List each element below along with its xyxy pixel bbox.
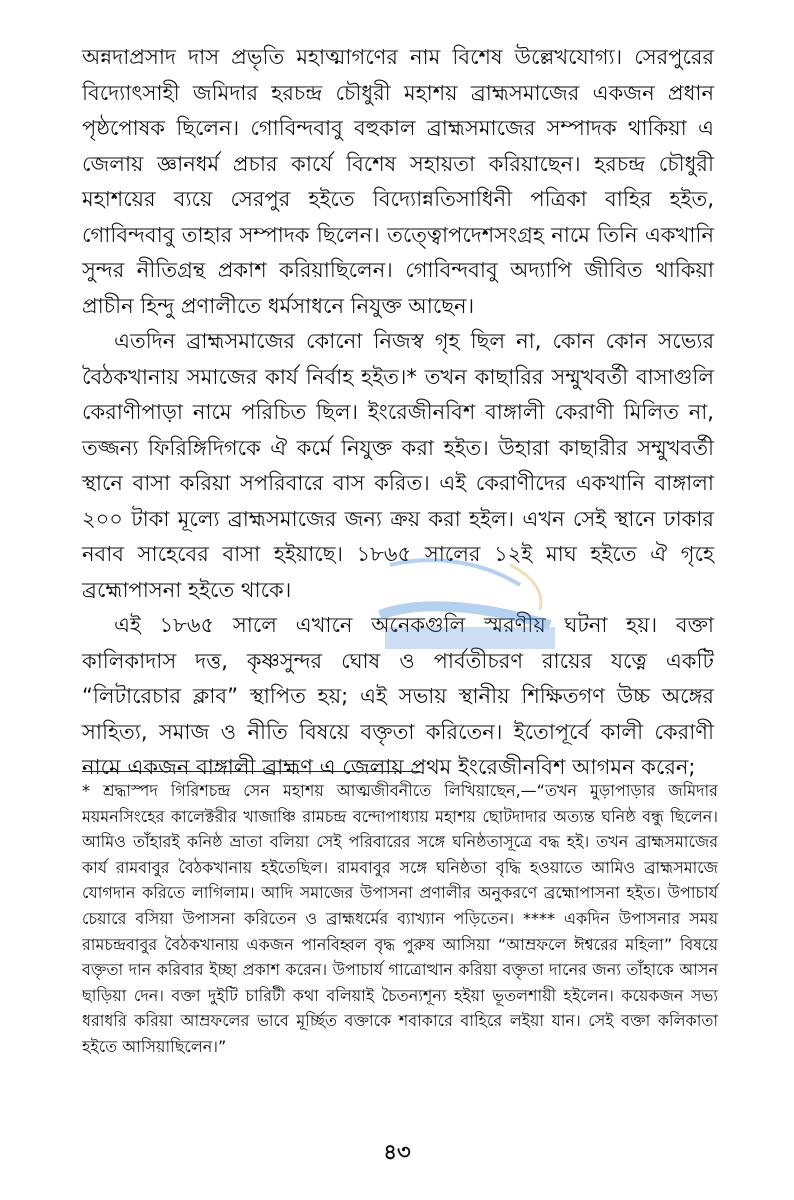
paragraph-1: অন্নদাপ্রসাদ দাস প্রভৃতি মহাত্মাগণের নাম বিশেষ উল্লেখযোগ্য। সেরপুরের বিদ্যোৎসাহী জমিদার হরচন্দ্র চৌধুরী মহাশয় ব্রাহ্মসমাজের একজন প্রধান পৃষ্ঠপোষক ছিলেন। গোবিন্দবাবু বহুকাল ব্রাহ্মসমাজের সম্পাদক থাকিয়া এ জেলায় জ্ঞানধর্ম প্রচার কার্যে বিশেষ সহায়তা করিয়াছেন। হরচন্দ্র চৌধুরী মহাশয়ের ব্যয়ে সেরপুর হইতে বিদ্যোন্নতিসাধিনী পত্রিকা বাহির হইত, গোবিন্দবাবু তাহার সম্পাদক ছিলেন। তত্ত্বোপদেশসংগ্রহ নামে তিনি একখানি সুন্দর নীতিগ্রন্থ প্রকাশ করিয়াছিলেন। গোবিন্দবাবু অদ্যাপি জীবিত থাকিয়া প্রাচীন হিন্দু প্রণালীতে ধর্মসাধনে নিযুক্ত আছেন। <box>82 45 714 318</box>
footnote-text: * শ্রদ্ধাস্পদ গিরিশচন্দ্র সেন মহাশয় আত্মজীবনীতে লিখিয়াছেন,—“তখন মুড়াপাড়ার জমিদার ময়মনসিংহের কালেক্টরীর খাজাঞ্চি রামচন্দ্র বন্দোপাধ্যায় মহাশয় ছোটদাদার অত্যন্ত ঘনিষ্ঠ বন্ধু ছিলেন। আমিও তাঁহারই কনিষ্ঠ ভ্রাতা বলিয়া সেই পরিবারের সঙ্গে ঘনিষ্ঠতাসূত্রে বদ্ধ হই। তখন ব্রাহ্মসমাজের কার্য রামবাবুর বৈঠকখানায় হইতেছিল। রামবাবুর সঙ্গে ঘনিষ্ঠতা বৃদ্ধি হওয়াতে আমিও ব্রাহ্মসমাজে যোগদান করিতে লাগিলাম। আদি সমাজের উপাসনা প্রণালীর অনুকরণে ব্রহ্মোপাসনা হইত। উপাচার্য চেয়ারে বসিয়া উপাসনা করিতেন ও ব্রাহ্মধর্মের ব্যাখ্যান পড়িতেন। **** একদিন উপাসনার সময় রামচন্দ্রবাবুর বৈঠকখানায় একজন পানবিহ্বল বৃদ্ধ পুরুষ আসিয়া “আম্রফলে ঈশ্বরের মহিলা” বিষয়ে বক্তৃতা দান করিবার ইচ্ছা প্রকাশ করেন। উপাচার্য গাত্রোত্থান করিয়া বক্তৃতা দানের জন্য তাঁহাকে আসন ছাড়িয়া দেন। বক্তা দুইটি চারিটী কথা বলিয়াই চৈতন্যশূন্য হইয়া ভূতলশায়ী হইলেন। কয়েকজন সভ্য ধরাধরি করিয়া আম্রফলের ভাবে মূর্চ্ছিত বক্তাকে শবাকারে বাহিরে লইয়া যান। সেই বক্তা কলিকাতা হইতে আসিয়াছিলেন।” <box>82 781 718 1056</box>
main-text <box>82 40 714 786</box>
page-number: ৪৩ <box>383 1140 411 1164</box>
paragraph-2: এতদিন ব্রাহ্মসমাজের কোনো নিজস্ব গৃহ ছিল না, কোন কোন সভ্যের বৈঠকখানায় সমাজের কার্য নির্বাহ হইত।* তখন কাছারির সম্মুখবর্তী বাসাগুলি কেরাণীপাড়া নামে পরিচিত ছিল। ইংরেজীনবিশ বাঙ্গালী কেরাণী মিলিত না, তজ্জন্য ফিরিঙ্গিদিগকে ঐ কর্মে নিযুক্ত করা হইত। উহারা কাছারীর সম্মুখবর্তী স্থানে বাসা করিয়া সপরিবারে বাস করিত। এই কেরাণীদের একখানি বাঙ্গালা ২০০ টাকা মূল্যে ব্রাহ্মসমাজের জন্য ক্রয় করা হইল। এখন সেই স্থানে ঢাকার নবাব সাহেবের বাসা হইয়াছে। ১৮৬৫ সালের ১২ই মাঘ হইতে ঐ গৃহে ব্রহ্মোপাসনা হইতে থাকে। <box>82 329 714 602</box>
footnote <box>82 778 718 1060</box>
footnote-divider <box>82 771 420 772</box>
paragraph-3: এই ১৮৬৫ সালে এখানে অনেকগুলি স্মরণীয় ঘটনা হয়। বক্তা কালিকাদাস দত্ত, কৃষ্ণসুন্দর ঘোষ ও পার্বতীচরণ রায়ের যত্নে একটি “লিটারেচার ক্লাব” স্থাপিত হয়; এই সভায় স্থানীয় শিক্ষিতগণ উচ্চ অঙ্গের সাহিত্য, সমাজ ও নীতি বিষয়ে বক্তৃতা করিতেন। ইতোপূর্বে কালী কেরাণী নামে একজন বাঙ্গালী ব্রাহ্মণ এ জেলায় প্রথম ইংরেজীনবিশ আগমন করেন; <box>82 613 714 779</box>
